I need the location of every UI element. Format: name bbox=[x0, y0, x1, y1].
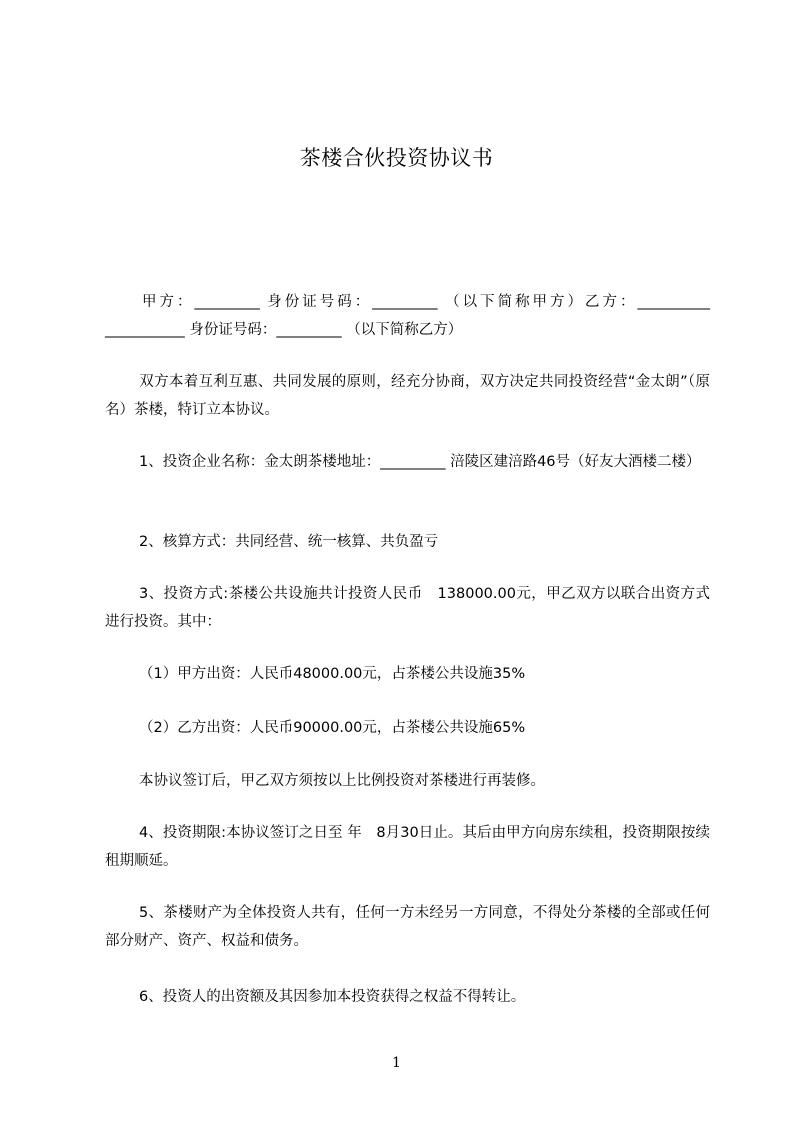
paragraph-clause-5 bbox=[105, 899, 710, 955]
paragraph-clause-3-2 bbox=[105, 714, 710, 742]
paragraph-text: （1）甲方出资：人民币48000.00元，占茶楼公共设施35% bbox=[139, 666, 526, 682]
paragraph-text: 6、投资人的出资额及其因参加本投资获得之权益不得转让。 bbox=[139, 989, 526, 1005]
paragraph-parties bbox=[105, 288, 710, 344]
paragraph-preamble bbox=[105, 368, 710, 424]
paragraph-text: 3、投资方式:茶楼公共设施共计投资人民币 138000.00元，甲乙双方以联合出资方式进行投资。其中： bbox=[105, 586, 710, 630]
paragraph-clause-1 bbox=[105, 448, 710, 476]
paragraph-text: 1、投资企业名称：金太朗茶楼地址：_________ 涪陵区建涪路46号（好友大酒楼二楼） bbox=[139, 454, 701, 470]
page-number: 1 bbox=[392, 1055, 401, 1071]
paragraph-clause-6 bbox=[105, 983, 710, 1011]
paragraph-clause-4 bbox=[105, 819, 710, 875]
paragraph-text: 甲方：_________ 身份证号码：_________ （以下简称甲方）乙方：__________ ___________ 身份证号码：_________ （以下简称乙方） bbox=[105, 294, 710, 338]
paragraph-clause-3 bbox=[105, 580, 710, 636]
paragraph-text: （2）乙方出资：人民币90000.00元，占茶楼公共设施65% bbox=[139, 720, 526, 736]
paragraph-clause-2 bbox=[105, 528, 710, 556]
paragraph-text: 本协议签订后，甲乙双方须按以上比例投资对茶楼进行再装修。 bbox=[139, 773, 545, 789]
paragraph-text: 双方本着互利互惠、共同发展的原则，经充分协商，双方决定共同投资经营“金太朗”（原名）茶楼，特订立本协议。 bbox=[105, 374, 710, 418]
paragraph-text: 5、茶楼财产为全体投资人共有，任何一方未经另一方同意，不得处分茶楼的全部或任何部分财产、资产、权益和债务。 bbox=[105, 905, 710, 949]
paragraph-text: 4、投资期限:本协议签订之日至 年 8月30日止。其后由甲方向房东续租，投资期限按续租期顺延。 bbox=[105, 825, 710, 869]
document-title: 茶楼合伙投资协议书 bbox=[299, 146, 494, 170]
paragraph-text: 2、核算方式：共同经营、统一核算、共负盈亏 bbox=[139, 534, 439, 550]
paragraph-clause-3-1 bbox=[105, 660, 710, 688]
paragraph-renovation bbox=[105, 767, 710, 795]
